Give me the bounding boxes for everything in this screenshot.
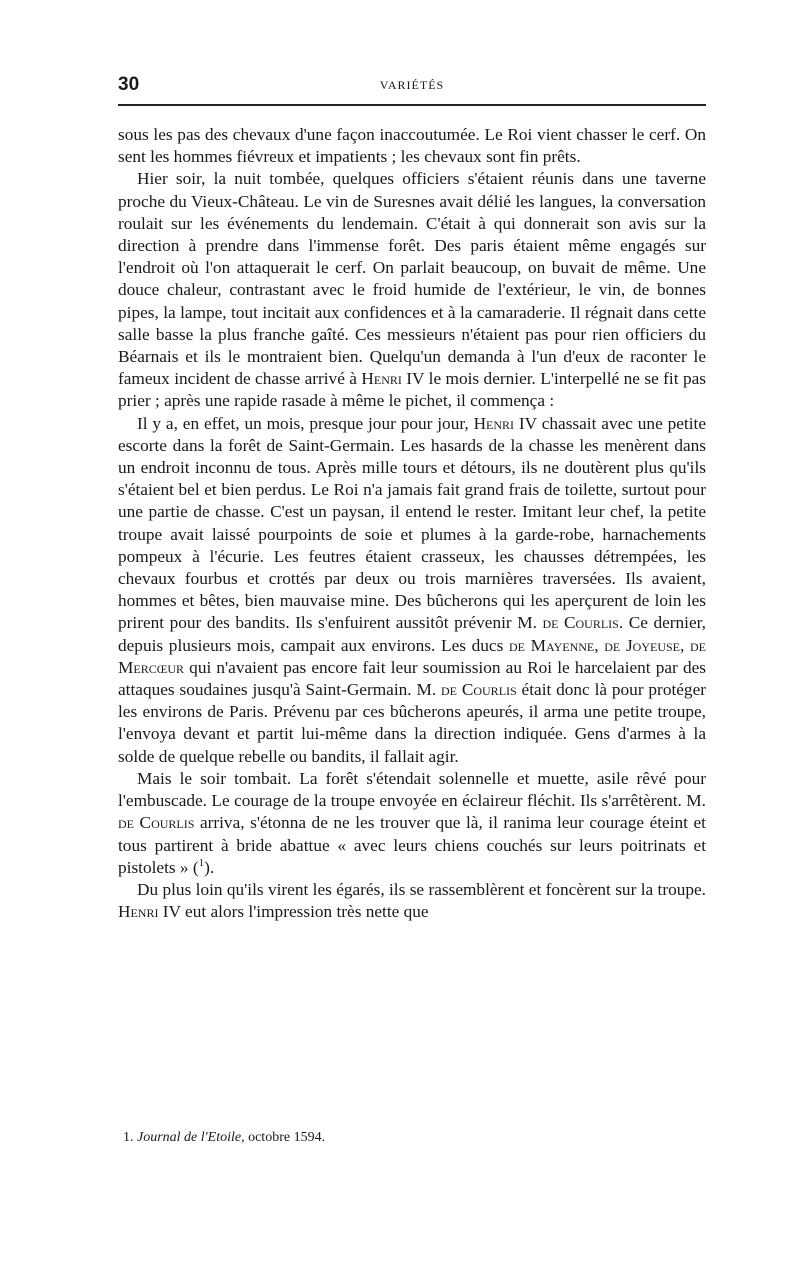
comma: , [594,635,605,655]
body-text [118,124,706,923]
paragraph-3-text-c: . Ce dernier, depuis plusieurs mois, campait aux environs. Les ducs [118,613,706,655]
henri-name: Henri [473,413,515,433]
paragraph-2 [118,168,706,412]
paragraph-3 [118,413,706,768]
footnote-date: , octobre 1594. [241,1130,326,1145]
courlis-name: de Courlis [118,813,195,833]
footnote [118,1129,706,1147]
joyeuse-name: de Joyeuse [604,635,680,655]
page-header [118,74,706,98]
paragraph-3-text-a: Il y a, en effet, un mois, presque jour pour jour, [137,413,474,433]
footnote-title: Journal de l'Etoile [137,1130,242,1145]
paragraph-1-text: sous les pas des chevaux d'une façon inaccoutumée. Le Roi vient chasser le cerf. On sent les hommes fiévreux et impatients ; les chevaux sont fin prêts. [118,125,706,167]
paragraph-3-text-b: IV chassait avec une petite escorte dans la forêt de Saint-Germain. Les hasards de la chasse les menèrent dans un endroit inconnu de tous. Après mille tours et détours, ils ne doutèrent plus qu'ils s'étaient bel et bien perdus. Le Roi n'a jamais fait grand frais de toilette, surtout pour une partie de chasse. C'est un paysan, il entend le rester. Imitant leur chef, la petite troupe avait laissé pourpoints de soie et plumes à la garde-robe, harnachements pompeux à l'écurie. Les feutres étaient crasseux, les chausses détrempées, les chevaux fourbus et crottés par deux ou trois marnières traversées. Ils avaient, hommes et bêtes, bien mauvaise mine. Des bûcherons qui les aperçurent de loin les prirent pour des bandits. Ils s'enfuirent aussitôt prévenir M. [118,413,706,633]
mercoeur-name: de Mercœur [118,635,706,677]
courlis-name: de Courlis [440,680,517,700]
paragraph-5-text-b: IV eut alors l'impression très nette que [158,902,429,922]
paragraph-4-text-b: arriva, s'étonna de ne les trouver que là, il ranima leur courage éteint et tous partirent à bride abattue « avec leurs chiens couchés sur leurs poitrinats et pistolets » ( [118,813,706,877]
running-title: VARIÉTÉS [379,78,445,92]
footnote-ref: 1 [198,856,205,869]
paragraph-4-text-a: Mais le soir tombait. La forêt s'étendait solennelle et muette, asile rêvé pour l'embuscade. Le courage de la troupe envoyée en éclaireur fléchit. Ils s'arrêtèrent. M. [118,768,706,811]
header-rule [118,104,706,106]
page-number: 30 [118,74,140,95]
paragraph-4 [118,768,706,879]
mayenne-name: de Mayenne [509,635,595,655]
comma: , [680,635,690,655]
paragraph-3-text-d: qui n'avaient pas encore fait leur soumission au Roi le harcelaient par des attaques soudaines jusqu'à Saint-Germain. M. [118,657,706,700]
footnote-number: 1. [123,1130,134,1145]
paragraph-5-text-a: Du plus loin qu'ils virent les égarés, ils se rassemblèrent et foncèrent sur la troupe. [137,879,706,899]
paragraph-3-text-e: était donc là pour protéger les environs de Paris. Prévenu par ces bûcherons apeurés, il arma une petite troupe, l'envoya devant et partit lui-même dans la direction indiquée. Gens d'armes à la solde de quelque rebelle ou bandits, il fallait agir. [118,680,706,766]
henri-name: Henri [118,902,159,922]
courlis-name: de Courlis [542,613,619,633]
paragraph-2-text-a: Hier soir, la nuit tombée, quelques officiers s'étaient réunis dans une taverne proche du Vieux-Château. Le vin de Suresnes avait délié les langues, la conversation roulait sur les événements du lendemain. C'était à qui donnerait son avis sur la direction à prendre dans l'immense forêt. Des paris étaient même engagés sur l'endroit où l'on attaquerait le cerf. On parlait beaucoup, on buvait de même. Une douce chaleur, contrastant avec le froid humide de l'extérieur, le vin, de bonnes pipes, la lampe, tout incitait aux confidences et à la camaraderie. Il régnait dans cette salle basse la plus franche gaîté. Ces messieurs n'étaient pas pour rien officiers du Béarnais et ils le montraient bien. Quelqu'un demanda à l'un d'eux de raconter le fameux incident de chasse arrivé à [118,169,706,389]
paragraph-1 [118,124,706,168]
henri-name: Henri [361,369,402,389]
paragraph-2-text-b: IV le mois dernier. L'interpellé ne se fit pas prier ; après une rapide rasade à même le pichet, il commença : [118,369,706,411]
paragraph-5 [118,879,706,923]
paragraph-4-text-c: ). [204,857,215,877]
